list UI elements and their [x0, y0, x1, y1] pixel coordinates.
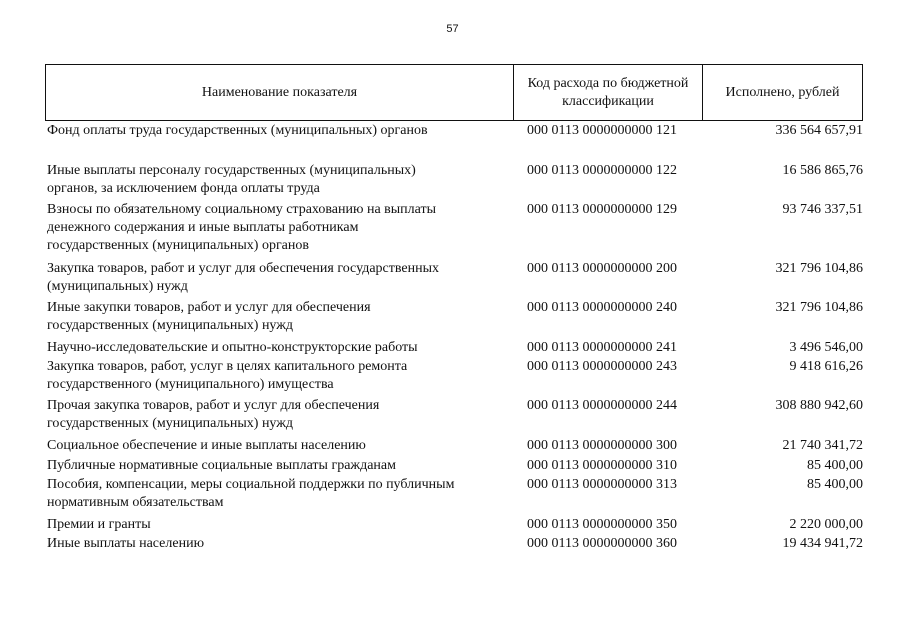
row-amount: 321 796 104,86 [775, 300, 863, 315]
row-code: 000 0113 0000000000 244 [527, 398, 677, 413]
row-code: 000 0113 0000000000 360 [527, 536, 677, 551]
row-amount: 85 400,00 [807, 477, 863, 492]
row-name: Взносы по обязательному социальному страхованию на выплаты денежного содержания и иные выплаты работникам государственных (муниципальных) органов [47, 202, 437, 253]
row-code: 000 0113 0000000000 122 [527, 163, 677, 178]
row-amount: 93 746 337,51 [782, 202, 863, 217]
row-name: Публичные нормативные социальные выплаты гражданам [47, 458, 396, 473]
row-amount: 3 496 546,00 [789, 340, 863, 355]
row-code: 000 0113 0000000000 200 [527, 261, 677, 276]
row-amount: 308 880 942,60 [775, 398, 863, 413]
row-code: 000 0113 0000000000 129 [527, 202, 677, 217]
row-name: Фонд оплаты труда государственных (муниципальных) органов [47, 123, 428, 138]
row-name: Премии и гранты [47, 517, 151, 532]
row-amount: 21 740 341,72 [782, 438, 863, 453]
row-code: 000 0113 0000000000 310 [527, 458, 677, 473]
row-code: 000 0113 0000000000 300 [527, 438, 677, 453]
row-code: 000 0113 0000000000 243 [527, 359, 677, 374]
row-amount: 16 586 865,76 [782, 163, 863, 178]
row-code: 000 0113 0000000000 240 [527, 300, 677, 315]
header-code: Код расхода по бюджетной классификации [514, 65, 703, 120]
row-name: Закупка товаров, работ и услуг для обеспечения государственных (муниципальных) нужд [47, 261, 440, 294]
row-amount: 321 796 104,86 [775, 261, 863, 276]
row-name: Пособия, компенсации, меры социальной поддержки по публичным нормативным обязательствам [47, 477, 455, 510]
row-name: Социальное обеспечение и иные выплаты населению [47, 438, 366, 453]
row-name: Иные выплаты персоналу государственных (муниципальных) органов, за исключением фонда оплаты труда [47, 163, 416, 196]
row-code: 000 0113 0000000000 313 [527, 477, 677, 492]
row-amount: 9 418 616,26 [789, 359, 863, 374]
row-name: Научно-исследовательские и опытно-конструкторские работы [47, 340, 418, 355]
row-amount: 85 400,00 [807, 458, 863, 473]
row-amount: 19 434 941,72 [782, 536, 863, 551]
row-code: 000 0113 0000000000 121 [527, 123, 677, 138]
page-number: 57 [446, 23, 459, 35]
row-code: 000 0113 0000000000 350 [527, 517, 677, 532]
row-name: Закупка товаров, работ, услуг в целях капитального ремонта государственного (муниципального) имущества [47, 359, 408, 392]
row-amount: 336 564 657,91 [775, 123, 863, 138]
row-code: 000 0113 0000000000 241 [527, 340, 677, 355]
row-name: Иные выплаты населению [47, 536, 205, 551]
table-header [45, 64, 863, 121]
row-amount: 2 220 000,00 [789, 517, 863, 532]
row-name: Прочая закупка товаров, работ и услуг для обеспечения государственных (муниципальных) нужд [47, 398, 380, 431]
row-name: Иные закупки товаров, работ и услуг для обеспечения государственных (муниципальных) нужд [47, 300, 371, 333]
header-amount: Исполнено, рублей [725, 84, 840, 100]
header-name: Наименование показателя [46, 65, 514, 120]
